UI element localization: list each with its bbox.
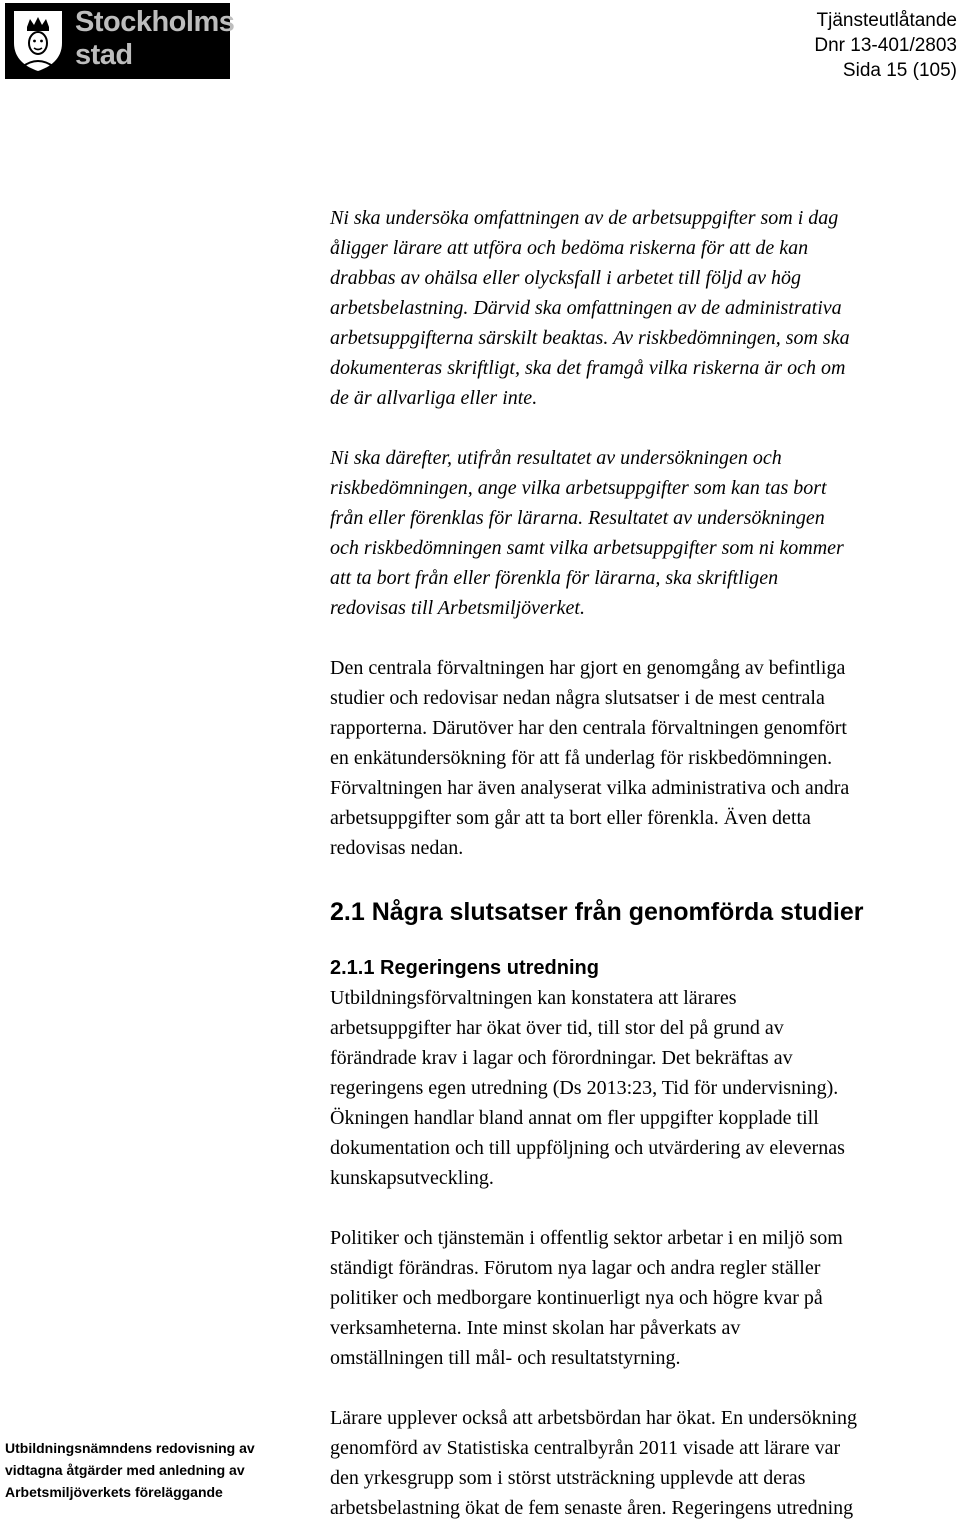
text-line: åligger lärare att utföra och bedöma riskerna för att de kan bbox=[330, 237, 809, 259]
text-line: Utbildningsförvaltningen kan konstatera att lärares bbox=[330, 987, 737, 1009]
subsection-heading: 2.1.1 Regeringens utredning bbox=[330, 957, 599, 979]
text-line: Ni ska därefter, utifrån resultatet av undersökningen och bbox=[330, 447, 782, 469]
text-line: från eller förenklas för lärarna. Resultatet av undersökningen bbox=[330, 507, 825, 529]
text-line: arbetsbelastning ökat de fem senaste åren. Regeringens utredning bbox=[330, 1497, 854, 1519]
document-type: Tjänsteutlåtande bbox=[816, 10, 957, 31]
footer-line: vidtagna åtgärder med anledning av bbox=[5, 1462, 245, 1478]
text-line: kunskapsutveckling. bbox=[330, 1167, 494, 1189]
logo-line-1: Stockholms bbox=[75, 6, 235, 38]
text-line: ständigt förändras. Förutom nya lagar och andra regler ställer bbox=[330, 1257, 821, 1279]
footer-line: Arbetsmiljöverkets föreläggande bbox=[5, 1484, 223, 1500]
text-line: den yrkesgrupp som i störst utsträckning upplevde att deras bbox=[330, 1467, 806, 1489]
logo-line-2: stad bbox=[75, 39, 133, 71]
quote-paragraph-2 bbox=[330, 443, 960, 623]
text-line: studier och redovisar nedan några slutsatser i de mest centrala bbox=[330, 687, 825, 709]
body-paragraph-3 bbox=[330, 1223, 960, 1373]
crest-icon bbox=[12, 9, 64, 73]
text-line: Lärare upplever också att arbetsbördan har ökat. En undersökning bbox=[330, 1407, 858, 1429]
section-heading: 2.1 Några slutsatser från genomförda studier bbox=[330, 898, 864, 926]
text-line: regeringens egen utredning (Ds 2013:23, Tid för undervisning). bbox=[330, 1077, 839, 1099]
text-line: en enkätundersökning för att få underlag för riskbedömningen. bbox=[330, 747, 833, 769]
text-line: redovisas nedan. bbox=[330, 837, 464, 859]
text-line: riskbedömningen, ange vilka arbetsuppgifter som kan tas bort bbox=[330, 477, 827, 499]
text-line: förändrade krav i lagar och förordningar. Det bekräftas av bbox=[330, 1047, 793, 1069]
document-body bbox=[330, 203, 960, 1523]
stockholms-stad-logo bbox=[5, 3, 235, 79]
page-number: Sida 15 (105) bbox=[842, 60, 957, 81]
logo-wordmark bbox=[75, 6, 234, 72]
document-meta bbox=[597, 8, 957, 83]
text-line: Ni ska undersöka omfattningen av de arbetsuppgifter som i dag bbox=[330, 207, 839, 229]
text-line: omställningen till mål- och resultatstyrning. bbox=[330, 1347, 681, 1369]
text-line: de är allvarliga eller inte. bbox=[330, 387, 538, 409]
footer-line: Utbildningsnämndens redovisning av bbox=[5, 1440, 255, 1456]
text-line: dokumentation och till uppföljning och utvärdering av elevernas bbox=[330, 1137, 845, 1159]
quote-paragraph-1 bbox=[330, 203, 960, 413]
text-line: arbetsuppgifterna särskilt beaktas. Av riskbedömningen, som ska bbox=[330, 327, 850, 349]
text-line: redovisas till Arbetsmiljöverket. bbox=[330, 597, 585, 619]
document-number: Dnr 13-401/2803 bbox=[814, 35, 957, 56]
text-line: dokumenteras skriftligt, ska det framgå vilka riskerna är och om bbox=[330, 357, 846, 379]
text-line: politiker och medborgare kontinuerligt nya och högre kvar på bbox=[330, 1287, 823, 1309]
text-line: rapporterna. Därutöver har den centrala förvaltningen genomfört bbox=[330, 717, 847, 739]
text-line: genomförd av Statistiska centralbyrån 2011 visade att lärare var bbox=[330, 1437, 841, 1459]
text-line: Förvaltningen har även analyserat vilka administrativa och andra bbox=[330, 777, 850, 799]
text-line: verksamheterna. Inte minst skolan har påverkats av bbox=[330, 1317, 741, 1339]
text-line: drabbas av ohälsa eller olycksfall i arbetet till följd av hög bbox=[330, 267, 802, 289]
text-line: Ökningen handlar bland annat om fler uppgifter kopplade till bbox=[330, 1107, 819, 1129]
footer-caption bbox=[5, 1437, 295, 1503]
text-line: Den centrala förvaltningen har gjort en genomgång av befintliga bbox=[330, 657, 846, 679]
text-line: och riskbedömningen samt vilka arbetsuppgifter som ni kommer bbox=[330, 537, 844, 559]
body-paragraph-1 bbox=[330, 653, 960, 863]
text-line: arbetsuppgifter som går att ta bort eller förenkla. Även detta bbox=[330, 807, 811, 829]
text-line: att ta bort från eller förenkla för lärarna, ska skriftligen bbox=[330, 567, 779, 589]
body-paragraph-4 bbox=[330, 1403, 960, 1523]
body-paragraph-2 bbox=[330, 983, 960, 1193]
text-line: arbetsuppgifter har ökat över tid, till stor del på grund av bbox=[330, 1017, 784, 1039]
text-line: arbetsbelastning. Därvid ska omfattningen av de administrativa bbox=[330, 297, 842, 319]
text-line: Politiker och tjänstemän i offentlig sektor arbetar i en miljö som bbox=[330, 1227, 843, 1249]
